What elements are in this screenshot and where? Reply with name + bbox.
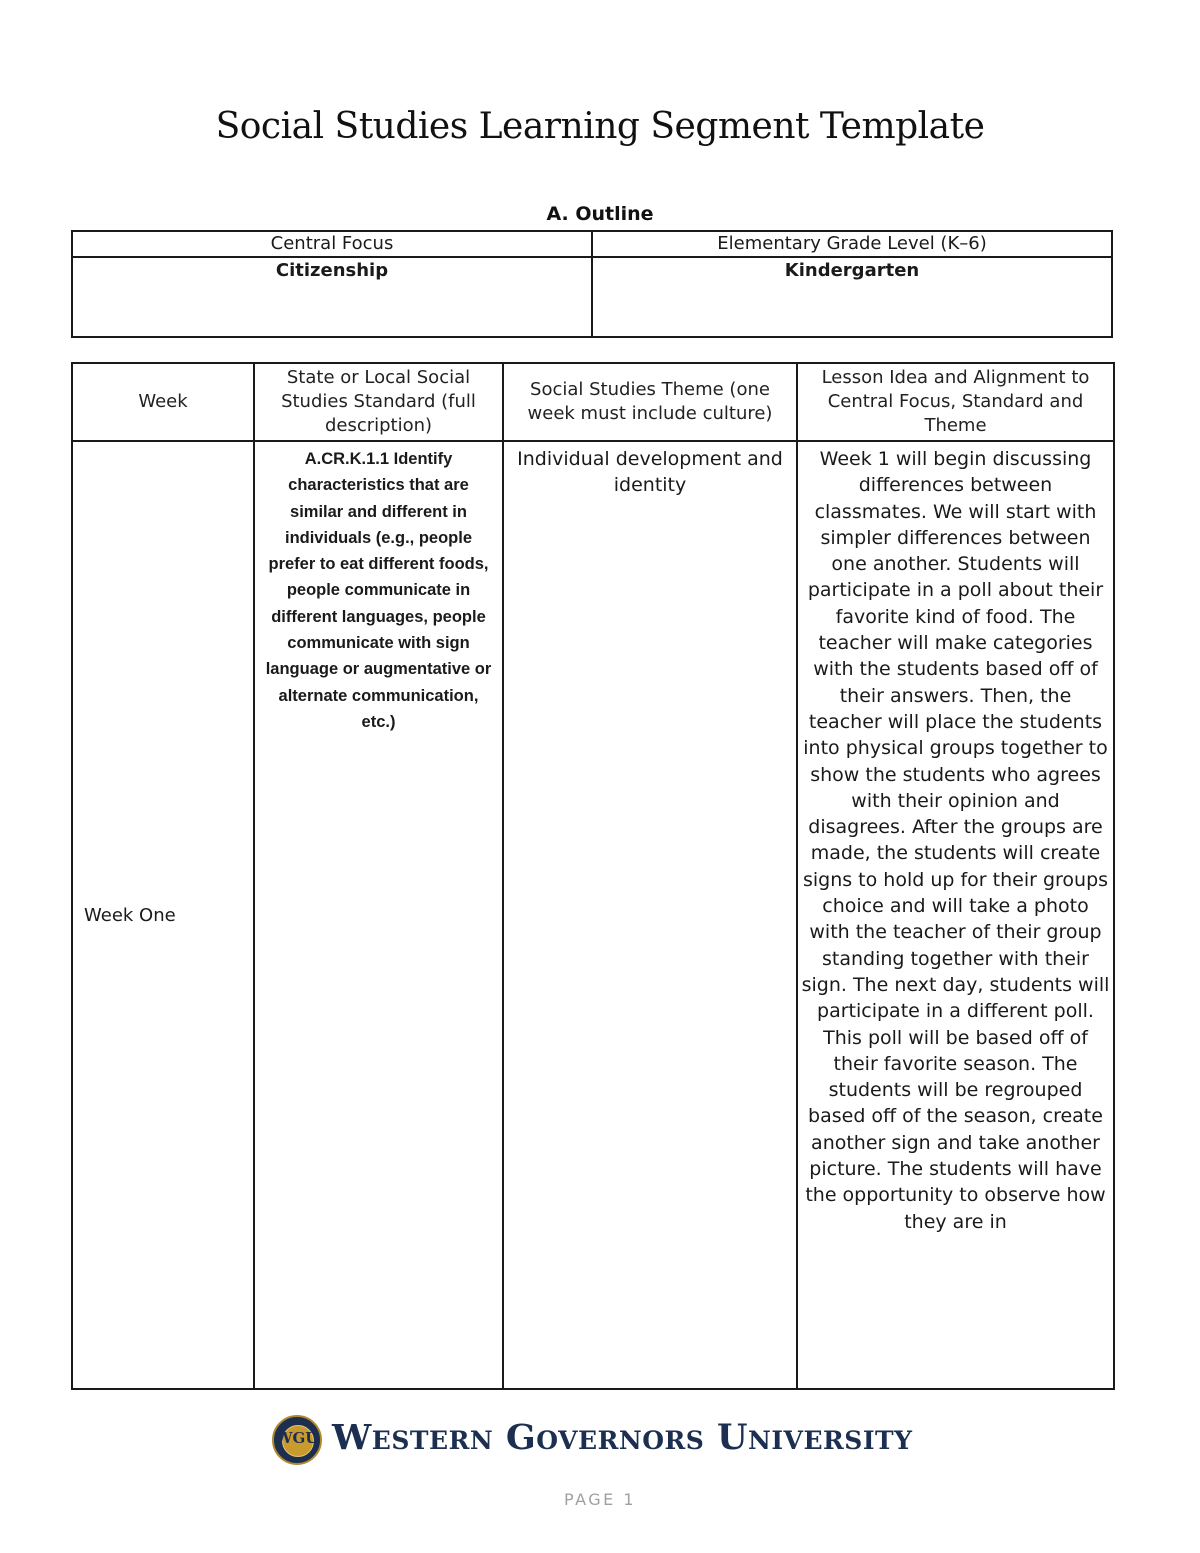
theme-cell: Individual development and identity — [503, 441, 797, 1389]
table-row — [72, 441, 1114, 1389]
outline-header-row — [72, 231, 1112, 257]
lesson-header: Lesson Idea and Alignment to Central Focus, Standard and Theme — [797, 363, 1114, 441]
lesson-text: Week 1 will begin discussing differences between classmates. We will start with simpler differences between one another. Students will participate in a poll about their favorite kind of food. The teacher will make categories with the students based off of their answers. Then, the teacher will place the students into physical groups together to show the students who agrees with their opinion and disagrees. After the groups are made, the students will create signs to hold up for their groups choice and will take a photo with the teacher of their group standing together with their sign. The next day, students will participate in a different poll. This poll will be based off of their favorite season. The students will be regrouped based off of the season, create another sign and take another picture. The students will have the opportunity to observe how they are in — [801, 448, 1110, 1233]
central-focus-label: Central Focus — [72, 231, 592, 257]
grade-level-label: Elementary Grade Level (K–6) — [592, 231, 1112, 257]
theme-header: Social Studies Theme (one week must include culture) — [503, 363, 797, 441]
outline-value-row — [72, 257, 1112, 337]
standard-header: State or Local Social Studies Standard (full description) — [254, 363, 503, 441]
page-number: PAGE 1 — [563, 1490, 637, 1509]
document-title: Social Studies Learning Segment Template — [215, 106, 985, 147]
section-heading: A. Outline — [546, 203, 654, 225]
lesson-cell — [797, 441, 1114, 1389]
learning-segment-table — [71, 362, 1115, 1390]
university-logo — [272, 1415, 913, 1469]
university-wordmark: Western Governors University — [332, 1417, 913, 1458]
central-focus-value: Citizenship — [72, 257, 592, 337]
university-seal-icon — [272, 1415, 322, 1465]
week-cell: Week One — [72, 441, 254, 1389]
outline-table — [71, 230, 1113, 338]
standard-cell: A.CR.K.1.1 Identify characteristics that are similar and different in individuals (e.g., people prefer to eat different foods, people communicate in different languages, people communicate with sign language or augmentative or alternate communication, etc.) — [254, 441, 503, 1389]
week-header: Week — [72, 363, 254, 441]
segment-header-row — [72, 363, 1114, 441]
seal-monogram: WGU — [275, 1429, 319, 1447]
grade-level-value: Kindergarten — [592, 257, 1112, 337]
